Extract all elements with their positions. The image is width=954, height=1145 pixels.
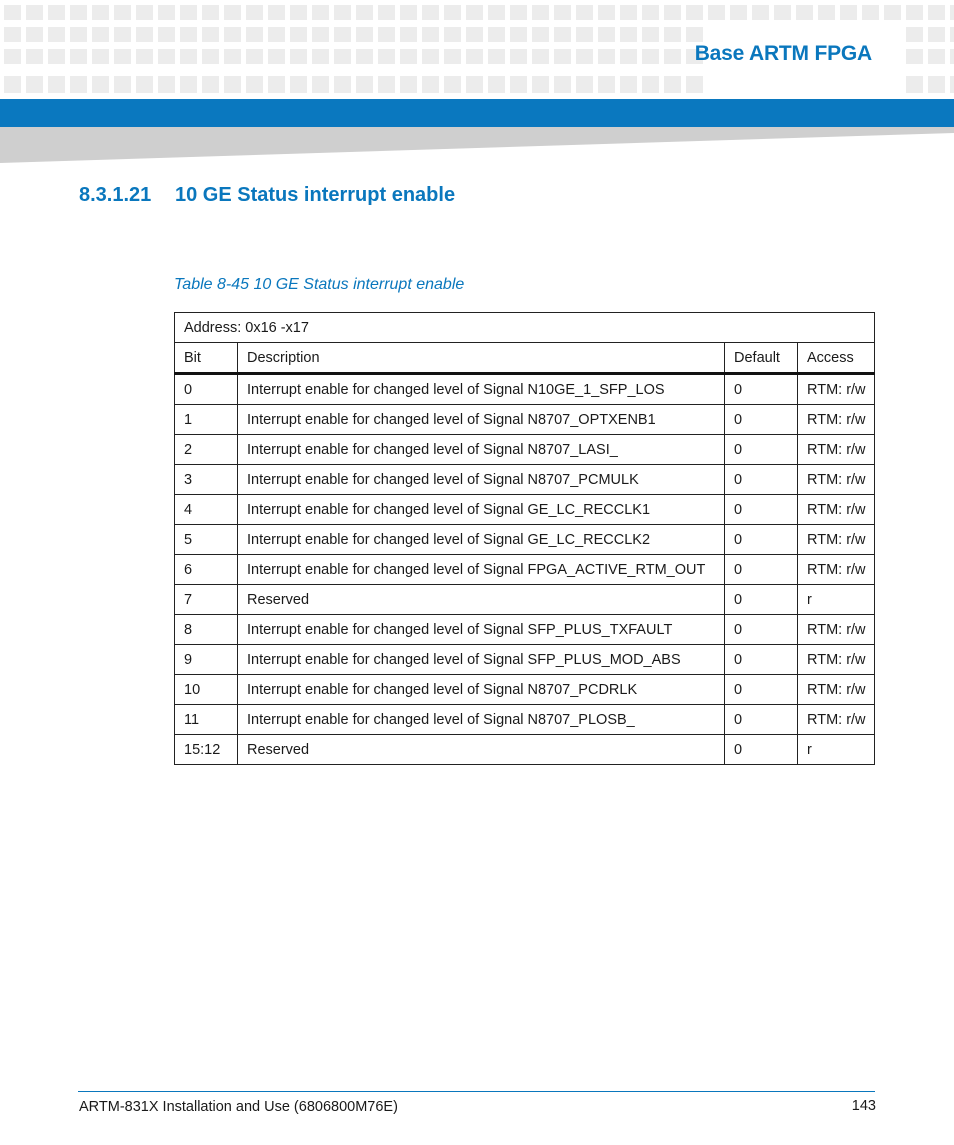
footer-page-number: 143	[851, 1098, 876, 1114]
pattern-square	[268, 5, 285, 20]
pattern-square	[70, 5, 87, 20]
pattern-square	[180, 5, 197, 20]
cell-bit: 15:12	[175, 735, 238, 765]
pattern-square	[620, 5, 637, 20]
cell-bit: 1	[175, 405, 238, 435]
pattern-square	[488, 49, 505, 64]
pattern-square	[950, 27, 954, 42]
cell-default: 0	[725, 675, 798, 705]
cell-description: Reserved	[238, 585, 725, 615]
table-row	[175, 525, 875, 555]
pattern-square	[752, 5, 769, 20]
pattern-square	[48, 5, 65, 20]
pattern-square	[312, 49, 329, 64]
table-row	[175, 465, 875, 495]
pattern-square	[422, 27, 439, 42]
pattern-square	[466, 49, 483, 64]
pattern-square	[180, 76, 197, 93]
pattern-square	[444, 5, 461, 20]
pattern-square	[4, 76, 21, 93]
cell-default: 0	[725, 555, 798, 585]
pattern-square	[246, 76, 263, 93]
cell-description: Interrupt enable for changed level of Signal N8707_PCMULK	[238, 465, 725, 495]
pattern-square	[356, 76, 373, 93]
pattern-square	[488, 5, 505, 20]
pattern-square	[114, 76, 131, 93]
pattern-square	[26, 76, 43, 93]
pattern-square	[290, 49, 307, 64]
cell-description: Interrupt enable for changed level of Signal N8707_OPTXENB1	[238, 405, 725, 435]
pattern-square	[290, 76, 307, 93]
cell-default: 0	[725, 374, 798, 405]
pattern-square	[136, 5, 153, 20]
pattern-square	[928, 27, 945, 42]
pattern-square	[466, 76, 483, 93]
pattern-square	[906, 27, 923, 42]
cell-bit: 0	[175, 374, 238, 405]
table-row	[175, 735, 875, 765]
pattern-square	[950, 76, 954, 93]
pattern-square	[224, 5, 241, 20]
register-table	[174, 312, 875, 765]
pattern-square	[4, 5, 21, 20]
pattern-square	[136, 49, 153, 64]
pattern-square	[202, 76, 219, 93]
pattern-square	[862, 5, 879, 20]
cell-access: RTM: r/w	[798, 435, 875, 465]
column-header-description: Description	[238, 343, 725, 374]
cell-access: RTM: r/w	[798, 495, 875, 525]
header-row	[175, 343, 875, 374]
pattern-square	[466, 5, 483, 20]
cell-bit: 3	[175, 465, 238, 495]
pattern-square	[26, 5, 43, 20]
pattern-square	[620, 76, 637, 93]
cell-description: Interrupt enable for changed level of Signal N10GE_1_SFP_LOS	[238, 374, 725, 405]
header-band	[0, 99, 954, 127]
pattern-square	[114, 49, 131, 64]
cell-bit: 7	[175, 585, 238, 615]
pattern-square	[686, 76, 703, 93]
cell-bit: 2	[175, 435, 238, 465]
pattern-square	[488, 76, 505, 93]
pattern-square	[92, 27, 109, 42]
pattern-square	[268, 49, 285, 64]
pattern-square	[642, 49, 659, 64]
cell-bit: 8	[175, 615, 238, 645]
cell-description: Interrupt enable for changed level of Signal GE_LC_RECCLK2	[238, 525, 725, 555]
pattern-square	[664, 49, 681, 64]
pattern-square	[642, 76, 659, 93]
pattern-square	[642, 27, 659, 42]
pattern-square	[796, 5, 813, 20]
pattern-square	[246, 5, 263, 20]
cell-access: RTM: r/w	[798, 465, 875, 495]
pattern-square	[488, 27, 505, 42]
cell-access: r	[798, 735, 875, 765]
pattern-square	[686, 5, 703, 20]
pattern-square	[246, 49, 263, 64]
pattern-square	[818, 5, 835, 20]
pattern-square	[532, 49, 549, 64]
pattern-square	[356, 5, 373, 20]
cell-default: 0	[725, 495, 798, 525]
pattern-square	[774, 5, 791, 20]
column-header-bit: Bit	[175, 343, 238, 374]
pattern-square	[400, 5, 417, 20]
pattern-square	[378, 76, 395, 93]
section-title: 10 GE Status interrupt enable	[175, 184, 456, 206]
pattern-square	[576, 49, 593, 64]
pattern-square	[686, 27, 703, 42]
pattern-square	[422, 5, 439, 20]
pattern-square	[554, 27, 571, 42]
pattern-square	[576, 76, 593, 93]
pattern-square	[70, 49, 87, 64]
table-row	[175, 705, 875, 735]
cell-access: RTM: r/w	[798, 405, 875, 435]
table-row	[175, 435, 875, 465]
pattern-square	[48, 49, 65, 64]
pattern-square	[532, 5, 549, 20]
pattern-square	[664, 5, 681, 20]
pattern-square	[158, 49, 175, 64]
cell-default: 0	[725, 615, 798, 645]
cell-bit: 11	[175, 705, 238, 735]
cell-access: r	[798, 585, 875, 615]
pattern-square	[664, 76, 681, 93]
pattern-square	[422, 49, 439, 64]
running-header-title: Base ARTM FPGA	[694, 42, 872, 65]
pattern-square	[576, 5, 593, 20]
pattern-square	[356, 27, 373, 42]
pattern-square	[4, 49, 21, 64]
cell-description: Reserved	[238, 735, 725, 765]
pattern-square	[400, 27, 417, 42]
pattern-square	[598, 49, 615, 64]
cell-access: RTM: r/w	[798, 705, 875, 735]
cell-description: Interrupt enable for changed level of Signal GE_LC_RECCLK1	[238, 495, 725, 525]
pattern-square	[664, 27, 681, 42]
pattern-square	[400, 76, 417, 93]
cell-default: 0	[725, 435, 798, 465]
cell-description: Interrupt enable for changed level of Signal SFP_PLUS_TXFAULT	[238, 615, 725, 645]
pattern-square	[510, 27, 527, 42]
pattern-square	[730, 5, 747, 20]
footer-rule	[78, 1091, 875, 1092]
pattern-square	[950, 5, 954, 20]
table-row	[175, 615, 875, 645]
cell-description: Interrupt enable for changed level of Signal FPGA_ACTIVE_RTM_OUT	[238, 555, 725, 585]
pattern-square	[444, 76, 461, 93]
pattern-square	[158, 5, 175, 20]
pattern-square	[224, 76, 241, 93]
table-row	[175, 645, 875, 675]
section-heading	[79, 184, 455, 207]
pattern-square	[268, 27, 285, 42]
pattern-square	[928, 49, 945, 64]
pattern-square	[510, 76, 527, 93]
pattern-square	[400, 49, 417, 64]
pattern-square	[246, 27, 263, 42]
column-header-default: Default	[725, 343, 798, 374]
cell-default: 0	[725, 645, 798, 675]
pattern-square	[598, 76, 615, 93]
cell-default: 0	[725, 705, 798, 735]
pattern-square	[224, 27, 241, 42]
pattern-square	[312, 27, 329, 42]
pattern-square	[642, 5, 659, 20]
cell-description: Interrupt enable for changed level of Signal N8707_PLOSB_	[238, 705, 725, 735]
table-row	[175, 675, 875, 705]
pattern-square	[444, 49, 461, 64]
pattern-square	[554, 49, 571, 64]
pattern-square	[532, 27, 549, 42]
pattern-square	[70, 76, 87, 93]
pattern-square	[48, 76, 65, 93]
section-number: 8.3.1.21	[79, 184, 152, 206]
pattern-square	[290, 5, 307, 20]
pattern-square	[268, 76, 285, 93]
pattern-square	[554, 76, 571, 93]
cell-access: RTM: r/w	[798, 675, 875, 705]
pattern-square	[136, 76, 153, 93]
cell-access: RTM: r/w	[798, 525, 875, 555]
cell-bit: 4	[175, 495, 238, 525]
table-row	[175, 555, 875, 585]
cell-default: 0	[725, 735, 798, 765]
pattern-square	[884, 5, 901, 20]
footer-document-title: ARTM-831X Installation and Use (6806800M76E)	[79, 1099, 398, 1115]
pattern-square	[224, 49, 241, 64]
pattern-square	[202, 27, 219, 42]
column-header-access: Access	[798, 343, 875, 374]
header-wedge	[0, 127, 954, 163]
pattern-square	[576, 27, 593, 42]
pattern-square	[378, 27, 395, 42]
cell-description: Interrupt enable for changed level of Signal N8707_LASI_	[238, 435, 725, 465]
pattern-square	[620, 27, 637, 42]
cell-default: 0	[725, 465, 798, 495]
cell-default: 0	[725, 585, 798, 615]
pattern-square	[114, 5, 131, 20]
pattern-square	[620, 49, 637, 64]
table-row	[175, 374, 875, 405]
pattern-square	[422, 76, 439, 93]
pattern-square	[950, 49, 954, 64]
pattern-square	[92, 49, 109, 64]
cell-description: Interrupt enable for changed level of Signal N8707_PCDRLK	[238, 675, 725, 705]
pattern-square	[906, 5, 923, 20]
table-row	[175, 585, 875, 615]
pattern-square	[840, 5, 857, 20]
table-caption: Table 8-45 10 GE Status interrupt enable	[174, 276, 465, 293]
pattern-square	[202, 5, 219, 20]
pattern-square	[466, 27, 483, 42]
pattern-square	[906, 49, 923, 64]
table-row	[175, 405, 875, 435]
pattern-square	[378, 5, 395, 20]
pattern-square	[906, 76, 923, 93]
pattern-square	[92, 5, 109, 20]
cell-bit: 10	[175, 675, 238, 705]
cell-description: Interrupt enable for changed level of Signal SFP_PLUS_MOD_ABS	[238, 645, 725, 675]
pattern-square	[26, 27, 43, 42]
pattern-square	[70, 27, 87, 42]
cell-bit: 9	[175, 645, 238, 675]
pattern-square	[114, 27, 131, 42]
pattern-square	[510, 5, 527, 20]
pattern-square	[598, 27, 615, 42]
pattern-square	[26, 49, 43, 64]
pattern-square	[378, 49, 395, 64]
pattern-square	[928, 76, 945, 93]
pattern-square	[532, 76, 549, 93]
cell-default: 0	[725, 405, 798, 435]
address-cell: Address: 0x16 -x17	[175, 313, 875, 343]
pattern-square	[334, 5, 351, 20]
cell-access: RTM: r/w	[798, 555, 875, 585]
pattern-square	[158, 76, 175, 93]
cell-access: RTM: r/w	[798, 374, 875, 405]
address-row	[175, 313, 875, 343]
pattern-square	[334, 49, 351, 64]
cell-default: 0	[725, 525, 798, 555]
pattern-square	[334, 27, 351, 42]
pattern-square	[48, 27, 65, 42]
pattern-square	[158, 27, 175, 42]
pattern-square	[334, 76, 351, 93]
pattern-square	[92, 76, 109, 93]
pattern-square	[510, 49, 527, 64]
cell-bit: 6	[175, 555, 238, 585]
pattern-square	[444, 27, 461, 42]
pattern-square	[180, 27, 197, 42]
pattern-square	[554, 5, 571, 20]
pattern-square	[598, 5, 615, 20]
table-row	[175, 495, 875, 525]
pattern-square	[312, 5, 329, 20]
cell-access: RTM: r/w	[798, 615, 875, 645]
pattern-square	[290, 27, 307, 42]
pattern-square	[708, 5, 725, 20]
pattern-square	[356, 49, 373, 64]
pattern-square	[180, 49, 197, 64]
pattern-square	[312, 76, 329, 93]
pattern-square	[202, 49, 219, 64]
cell-access: RTM: r/w	[798, 645, 875, 675]
pattern-square	[136, 27, 153, 42]
pattern-square	[928, 5, 945, 20]
cell-bit: 5	[175, 525, 238, 555]
pattern-square	[4, 27, 21, 42]
